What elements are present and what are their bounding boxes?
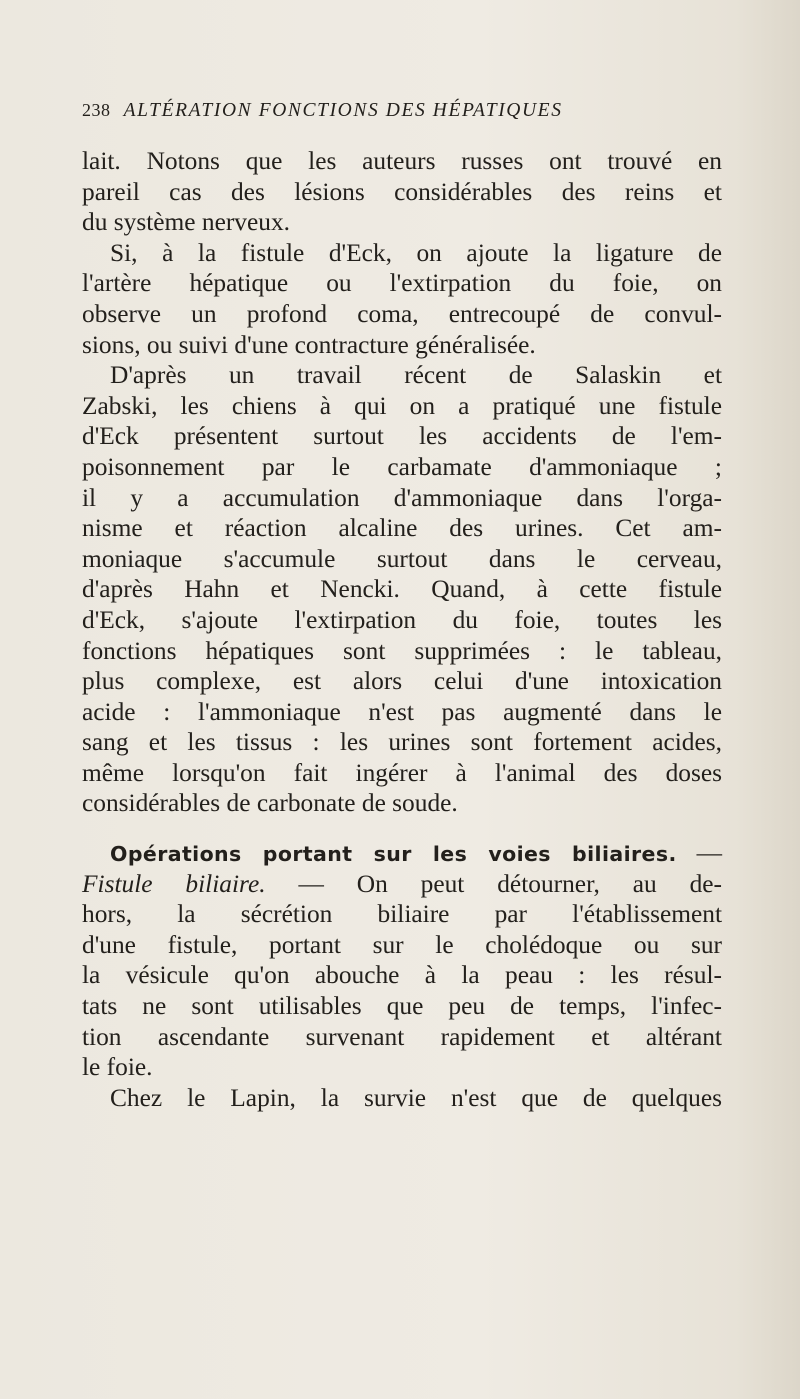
heading-dash: — (676, 839, 722, 868)
paragraph-5 (82, 1083, 722, 1114)
section-heading: Opérations portant sur les voies biliaires. (110, 842, 677, 867)
text-line: sions, ou suivi d'une contracture généralisée. (82, 330, 536, 359)
paragraph-2 (82, 238, 722, 360)
text-line: moniaque s'accumule surtout dans le cerveau, (82, 544, 722, 573)
running-head-title: ALTÉRATION FONCTIONS DES HÉPATIQUES (123, 100, 563, 121)
section-biliary-operations (82, 838, 722, 1083)
text-line: sang et les tissus : les urines sont fortement acides, (82, 728, 722, 757)
text-line: il y a accumulation d'ammoniaque dans l'orga- (82, 483, 722, 512)
paragraph-1 (82, 146, 722, 238)
body-text (82, 146, 722, 1113)
subheading-fistule-biliaire: Fistule biliaire. (82, 869, 266, 898)
text-line: poisonnement par le carbamate d'ammoniaque ; (82, 452, 722, 481)
text-line: considérables de carbonate de soude. (82, 789, 458, 818)
text-line: D'après un travail récent de Salaskin et (110, 361, 722, 390)
text-line: d'une fistule, portant sur le cholédoque ou sur (82, 930, 722, 959)
page-number: 238 (82, 100, 111, 120)
subheading-text: — On peut détourner, au de- (265, 869, 723, 898)
text-line: pareil cas des lésions considérables des reins et (82, 177, 722, 206)
section-first-line (82, 838, 722, 869)
text-line: observe un profond coma, entrecoupé de convul- (82, 299, 722, 328)
text-line: du système nerveux. (82, 208, 291, 237)
subsection-line (82, 869, 722, 900)
text-line: d'Eck, s'ajoute l'extirpation du foie, toutes les (82, 605, 722, 634)
text-line: lait. Notons que les auteurs russes ont trouvé en (82, 147, 722, 175)
text-line: même lorsqu'on fait ingérer à l'animal des doses (82, 758, 722, 787)
text-line: acide : l'ammoniaque n'est pas augmenté dans le (82, 697, 722, 726)
text-line: Si, à la fistule d'Eck, on ajoute la ligature de (110, 238, 722, 267)
text-line: d'Eck présentent surtout les accidents de l'em- (82, 422, 722, 451)
text-line: Zabski, les chiens à qui on a pratiqué une fistule (82, 391, 722, 420)
text-line: d'après Hahn et Nencki. Quand, à cette fistule (82, 575, 722, 604)
text-line: tion ascendante survenant rapidement et altérant (82, 1022, 722, 1051)
running-head (82, 100, 722, 130)
text-line: nisme et réaction alcaline des urines. Cet am- (82, 514, 722, 543)
text-line: hors, la sécrétion biliaire par l'établissement (82, 900, 722, 929)
text-line: Chez le Lapin, la survie n'est que de quelques (110, 1083, 722, 1112)
text-line: plus complexe, est alors celui d'une intoxication (82, 667, 722, 696)
text-line: tats ne sont utilisables que peu de temps, l'infec- (82, 992, 722, 1021)
text-line: la vésicule qu'on abouche à la peau : les résul- (82, 961, 722, 990)
text-line: l'artère hépatique ou l'extirpation du foie, on (82, 269, 722, 298)
text-line: fonctions hépatiques sont supprimées : le tableau, (82, 636, 722, 665)
section-gap (82, 819, 722, 838)
paragraph-3 (82, 360, 722, 819)
text-line: le foie. (82, 1053, 153, 1082)
